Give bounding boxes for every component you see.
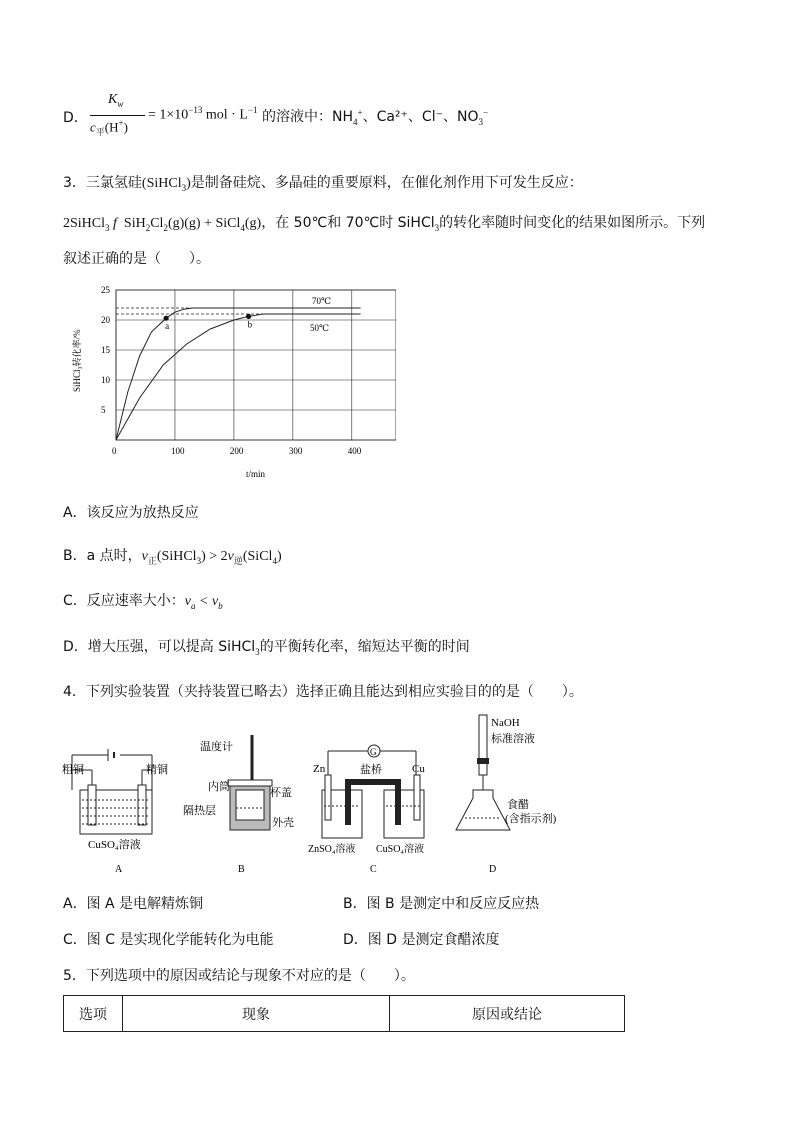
q3-option-b: B．a 点时，$v_正(SiHCl_3)$ > $2v_逆(SiCl_4)$ — [63, 548, 282, 567]
x-tick-label: 200 — [229, 446, 244, 456]
table-header-row — [64, 996, 625, 1032]
kw-numerator: $K_w$ — [108, 92, 124, 109]
figD-reagent1: NaOH — [491, 717, 520, 729]
reaction-equation: 2SiHCl$_3$ f $SiH_2Cl_2(g)(g)$ + SiCl$_4$(g) — [63, 216, 262, 233]
y-tick-label: 25 — [101, 285, 110, 295]
chart-ylabel: SiHCl₃转化率/% — [72, 329, 82, 392]
conversion-chart — [66, 282, 396, 482]
table-header-phenomenon: 现象 — [123, 996, 390, 1032]
chart-grid — [116, 290, 396, 440]
y-tick-label: 10 — [101, 375, 110, 385]
y-tick-label: 15 — [101, 345, 110, 355]
chart-points — [164, 314, 253, 331]
data-point — [246, 314, 251, 319]
figB-thermometer: 温度计 — [200, 741, 233, 753]
figD-vinegar1: 食醋 — [507, 799, 529, 811]
x-tick-label: 0 — [112, 446, 117, 456]
chart-reference-lines — [116, 308, 361, 314]
figC-sol-left: ZnSO₄溶液 — [308, 844, 356, 855]
series-label-70: 70℃ — [312, 296, 332, 306]
table-header-option: 选项 — [64, 996, 123, 1032]
q3-stem-line2: 2SiHCl$_3$ f $SiH_2Cl_2(g)(g)$ + SiCl$_4$(g)，在 50℃和 70℃时 SiHCl$_3$的转化率随时间变化的结果如图所示。下列 — [63, 215, 706, 233]
y-tick-label: 5 — [101, 405, 106, 415]
figA-pure: 精铜 — [146, 764, 168, 776]
figB-inner: 内筒 — [208, 781, 230, 793]
kw-denominator: $c_平(H^+)$ — [90, 118, 128, 137]
y-tick-label: 20 — [101, 315, 110, 325]
figB-lid: 杯盖 — [270, 787, 292, 799]
figB-shell: 外壳 — [272, 817, 294, 829]
figD-reagent2: 标准溶液 — [491, 733, 535, 745]
figA-solution: CuSO₄溶液 — [88, 839, 141, 851]
figC-galv: G — [370, 747, 377, 757]
x-tick-label: 100 — [170, 446, 185, 456]
q4-option-d: D．图 D 是测定食醋浓度 — [343, 932, 500, 948]
series-label-50: 50℃ — [310, 323, 330, 333]
table-header-reason: 原因或结论 — [390, 996, 625, 1032]
q3-option-d: D．增大压强，可以提高 SiHCl$_3$的平衡转化率，缩短达平衡的时间 — [63, 639, 470, 657]
figure-a-electrolysis — [60, 740, 180, 880]
figure-b-calorimeter — [180, 730, 300, 880]
figC-cu: Cu — [412, 763, 425, 775]
chart-xlabel: t/min — [246, 469, 266, 479]
q5-table — [63, 995, 625, 1032]
figC-caption: C — [370, 864, 377, 875]
point-label: b — [247, 319, 253, 330]
q4-option-a: A．图 A 是电解精炼铜 — [63, 896, 204, 912]
figC-zn: Zn — [313, 763, 326, 775]
figC-sol-right: CuSO₄溶液 — [376, 844, 424, 855]
figA-crude: 粗铜 — [62, 764, 84, 776]
q4-option-c: C．图 C 是实现化学能转化为电能 — [63, 932, 274, 948]
figD-vinegar2: (含指示剂) — [505, 813, 557, 825]
figB-caption: B — [238, 864, 245, 875]
figure-d-titration — [455, 710, 575, 880]
q4-stem: 4．下列实验装置（夹持装置已略去）选择正确且能达到相应实验目的的是（ ）。 — [63, 684, 583, 700]
q2-option-d-text: 的溶液中：$NH_4^+$、Ca²⁺、Cl⁻、$NO_3^-$ — [262, 107, 489, 127]
kw-value: = $1\times 10^{-13}$ mol · $L^{-1}$ — [148, 105, 258, 123]
data-point — [164, 316, 169, 321]
chart-frame — [116, 290, 396, 440]
q3-option-a: A．该反应为放热反应 — [63, 505, 199, 521]
figC-bridge: 盐桥 — [360, 764, 382, 776]
q3-stem-line1: 3．三氯氢硅(SiHCl$_3$)是制备硅烷、多晶硅的重要原料，在催化剂作用下可发生反应： — [63, 175, 583, 193]
q5-stem: 5．下列选项中的原因或结论与现象不对应的是（ ）。 — [63, 968, 415, 984]
fraction-bar — [90, 115, 145, 116]
figB-insulation: 隔热层 — [183, 805, 216, 817]
q4-option-b: B．图 B 是测定中和反应反应热 — [343, 896, 540, 912]
q3-option-c: C．反应速率大小：$v_a < v_b$ — [63, 593, 223, 611]
chart-tick-labels — [101, 285, 362, 456]
figD-caption: D — [489, 864, 497, 875]
point-label: a — [165, 321, 170, 332]
x-tick-label: 300 — [288, 446, 303, 456]
x-tick-label: 400 — [347, 446, 362, 456]
q3-stem-line3: 叙述正确的是（ ）。 — [63, 251, 210, 267]
q2-option-d-label: D． — [63, 110, 88, 126]
figA-caption: A — [115, 864, 123, 875]
figure-c-galvanic-cell — [308, 740, 443, 880]
